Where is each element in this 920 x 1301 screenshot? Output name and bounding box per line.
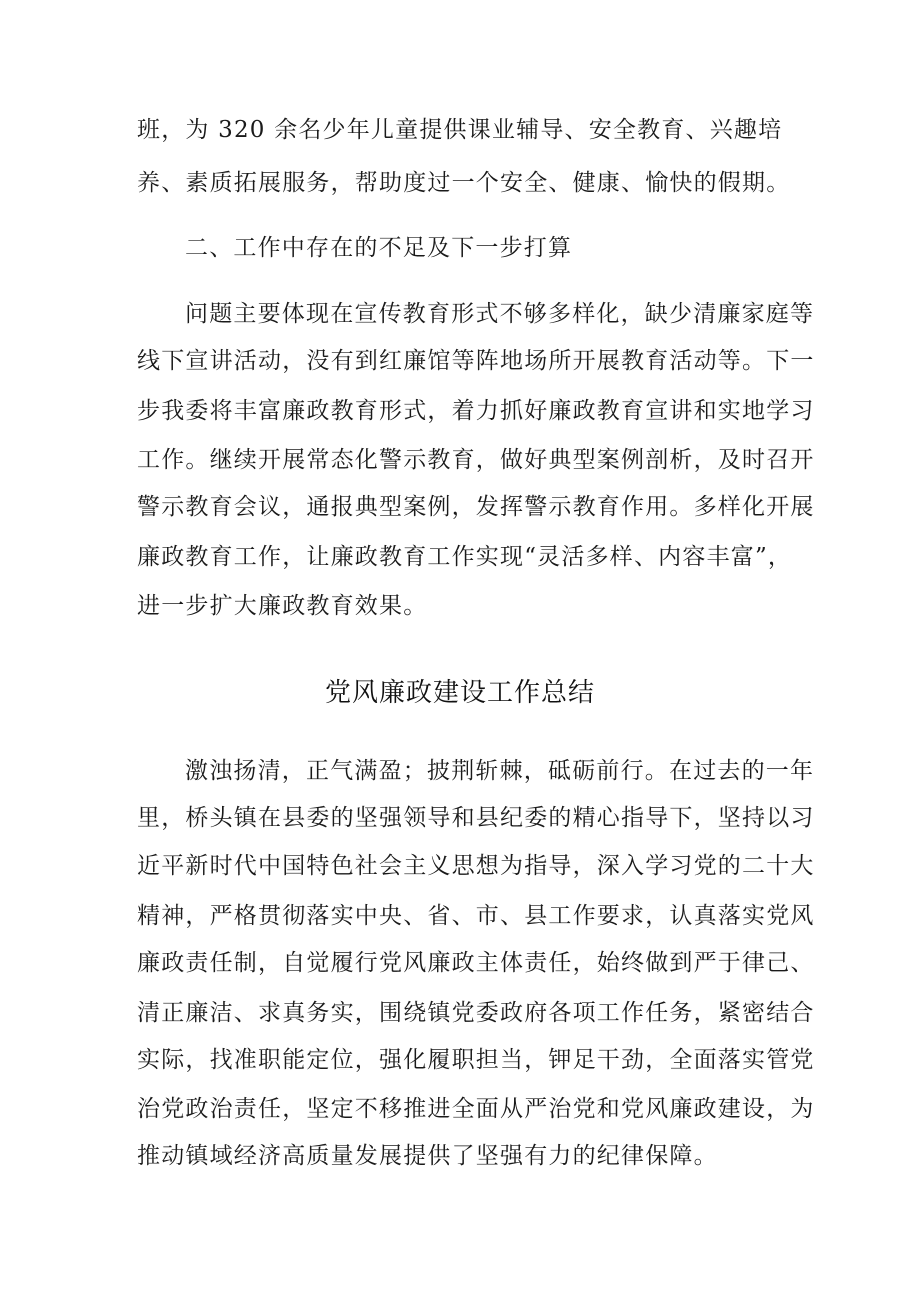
body-line: 里，桥头镇在县委的坚强领导和县纪委的精心指导下，坚持以习 xyxy=(137,805,815,831)
document-title: 党风廉政建设工作总结 xyxy=(324,678,595,708)
body-line: 进一步扩大廉政教育效果。 xyxy=(137,593,428,619)
body-line: 推动镇域经济高质量发展提供了坚强有力的纪律保障。 xyxy=(137,1143,718,1169)
body-line: 廉政责任制，自觉履行党风廉政主体责任，始终做到严于律己、 xyxy=(137,950,815,976)
body-line: 工作。继续开展常态化警示教育，做好典型案例剖析，及时召开 xyxy=(137,447,815,473)
body-line: 近平新时代中国特色社会主义思想为指导，深入学习党的二十大 xyxy=(137,853,815,879)
body-line: 实际，找准职能定位，强化履职担当，钾足干劲，全面落实管党 xyxy=(137,1047,815,1073)
section-heading: 二、工作中存在的不足及下一步打算 xyxy=(185,235,573,261)
body-line: 步我委将丰富廉政教育形式，着力抓好廉政教育宣讲和实地学习 xyxy=(137,398,815,424)
body-line: 激浊扬清，正气满盈；披荆斩棘，砥砺前行。在过去的一年 xyxy=(185,758,815,784)
body-line: 精神，严格贯彻落实中央、省、市、县工作要求，认真落实党风 xyxy=(137,903,815,929)
body-line: 治党政治责任，坚定不移推进全面从严治党和党风廉政建设，为 xyxy=(137,1096,815,1122)
body-line: 养、素质拓展服务，帮助度过一个安全、健康、愉快的假期。 xyxy=(137,170,791,196)
body-line: 班，为 320 余名少年儿童提供课业辅导、安全教育、兴趣培 xyxy=(137,117,783,143)
body-line: 廉政教育工作，让廉政教育工作实现“灵活多样、内容丰富”， xyxy=(137,544,793,570)
body-line: 线下宣讲活动，没有到红廉馆等阵地场所开展教育活动等。下一 xyxy=(137,348,815,374)
body-line: 警示教育会议，通报典型案例，发挥警示教育作用。多样化开展 xyxy=(137,494,815,520)
body-line: 清正廉洁、求真务实，围绕镇党委政府各项工作任务，紧密结合 xyxy=(137,1000,815,1026)
body-line: 问题主要体现在宣传教育形式不够多样化，缺少清廉家庭等 xyxy=(185,301,815,327)
